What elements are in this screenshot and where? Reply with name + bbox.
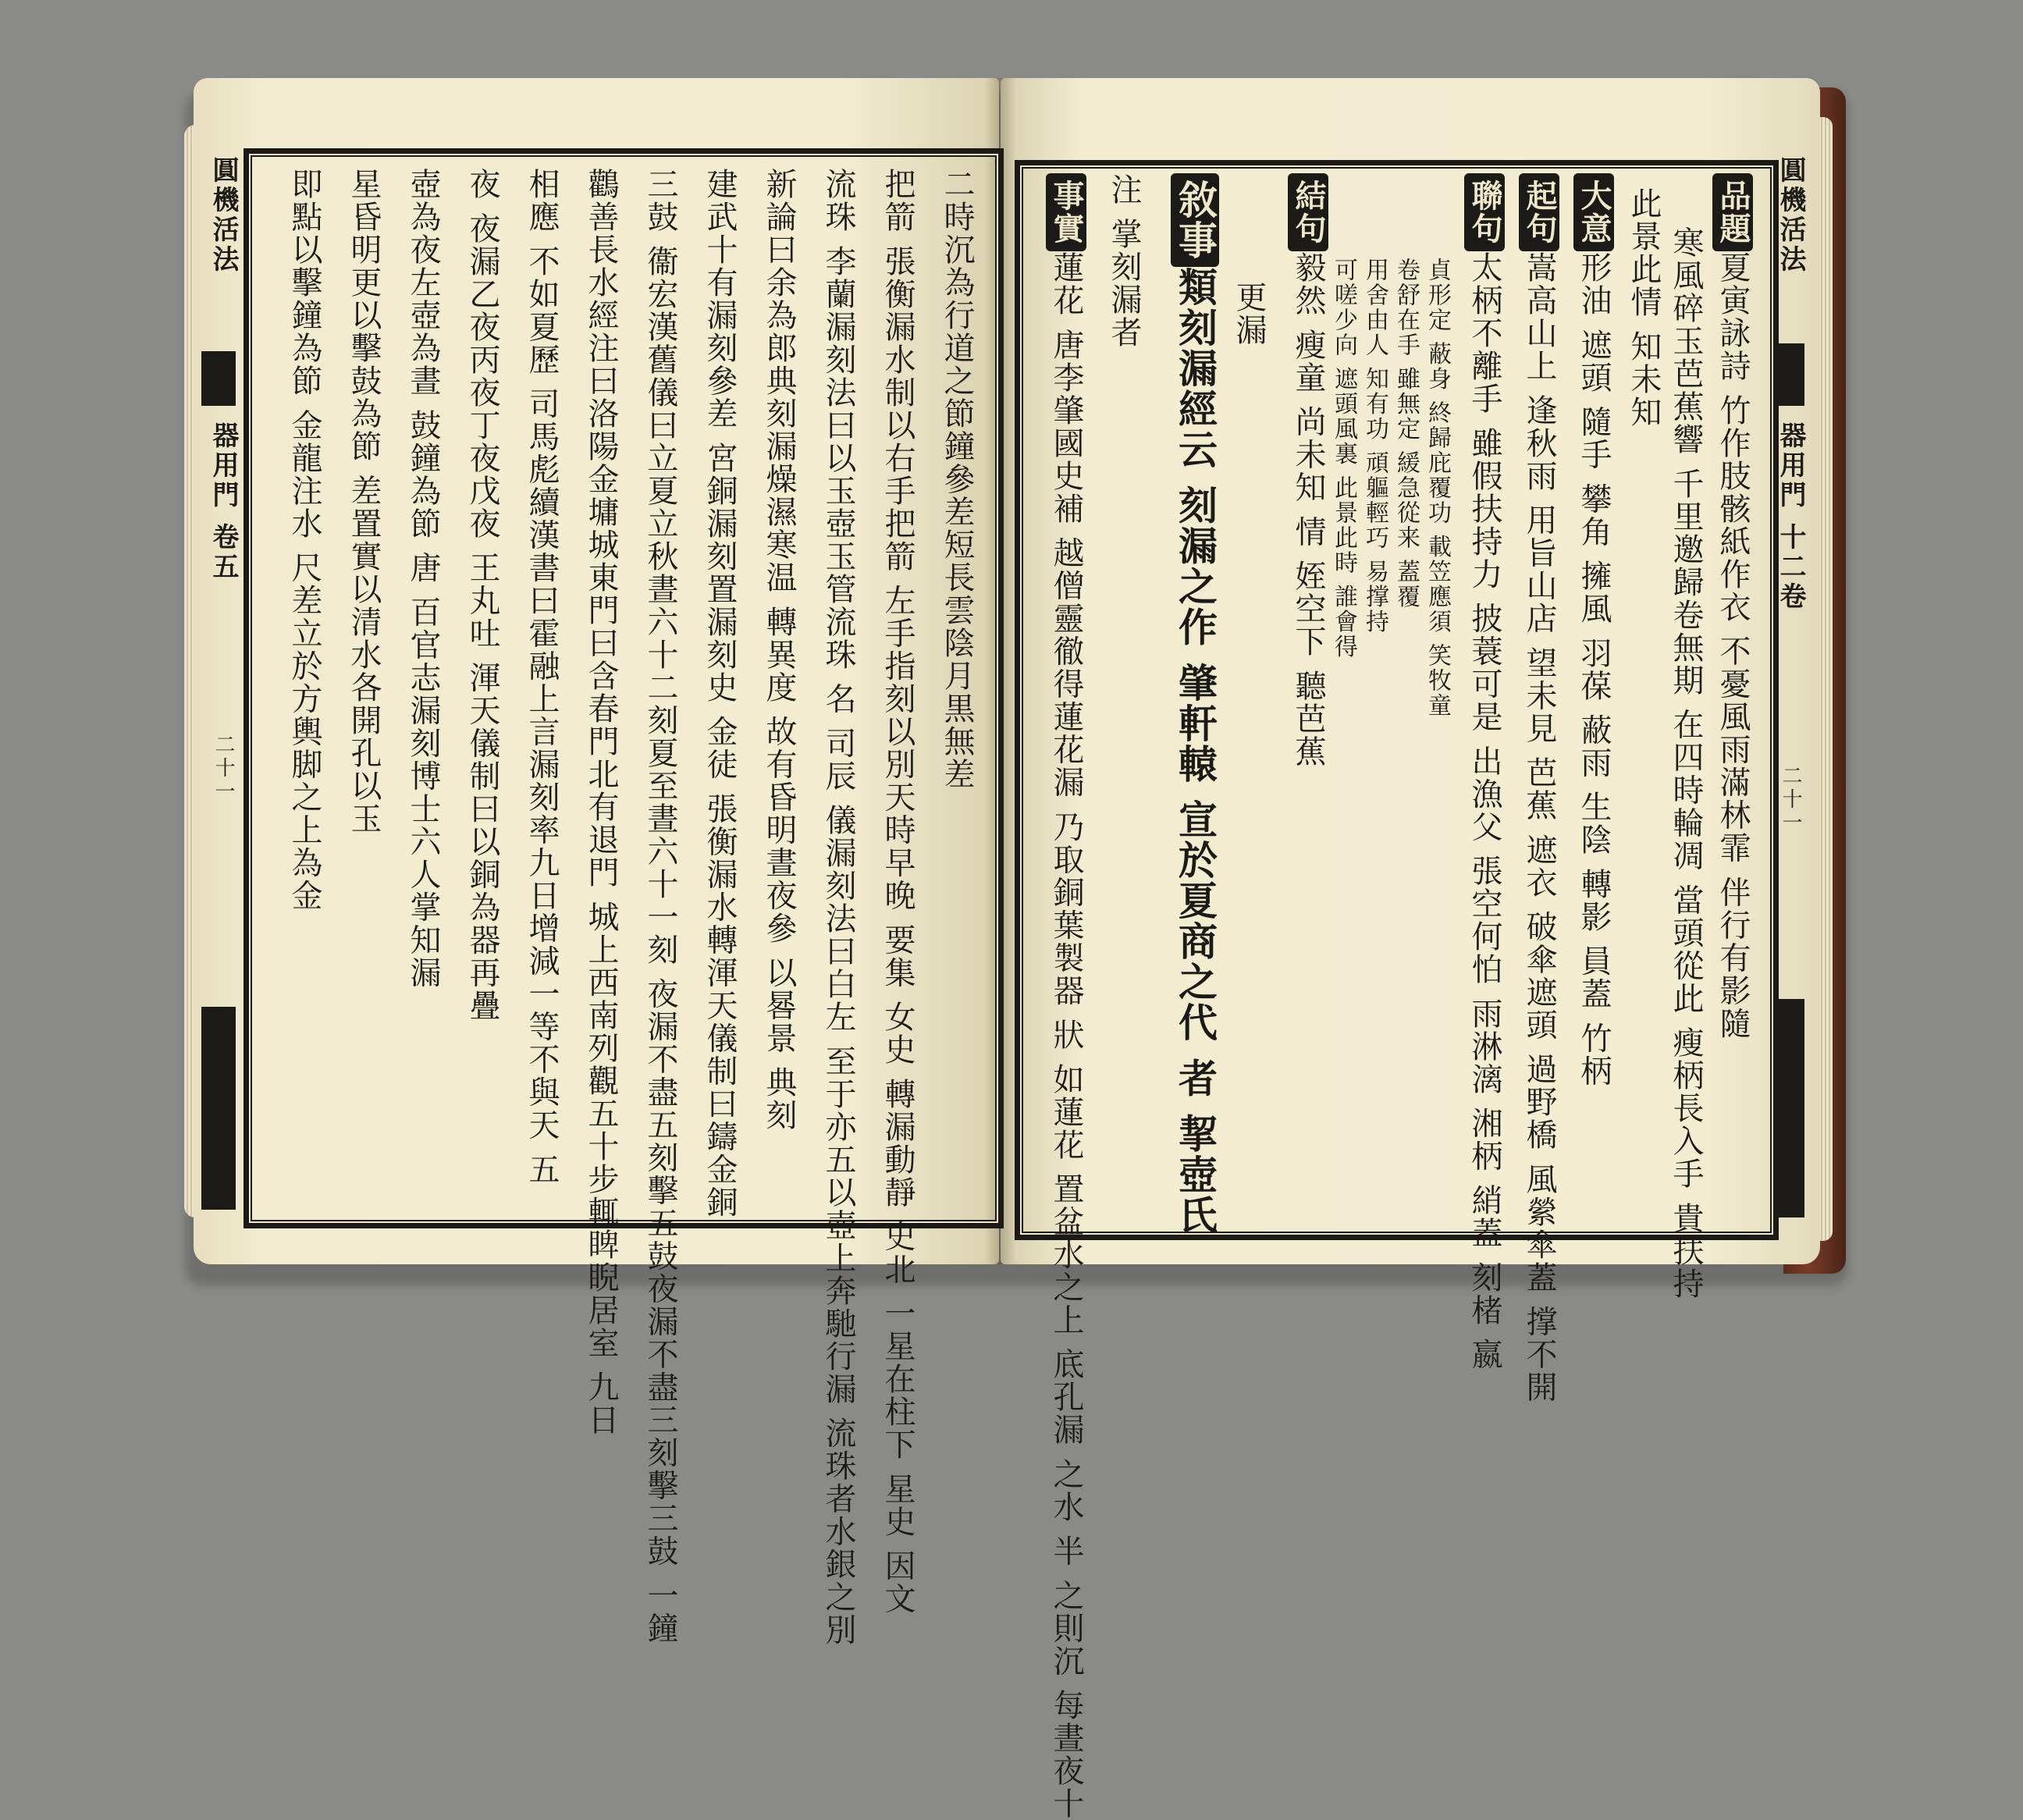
left-col-4: 新論曰余為郎典刻漏燥濕寒温 轉異度 故有昏明晝夜參 以晷景 典刻 [761, 168, 797, 1132]
right-col-4 [1573, 173, 1614, 1087]
label-shishi: 事實 [1046, 173, 1086, 251]
right-col-13 [1171, 173, 1219, 1235]
label-qiju: 起句 [1519, 173, 1559, 251]
label-xushi: 敘事 [1171, 173, 1219, 267]
label-jieju: 結句 [1288, 173, 1328, 251]
right-col-1 [1712, 173, 1753, 1040]
right-col-8: 卷舒在手 雖無定 緩急從来 蓋覆 [1392, 258, 1420, 610]
left-col-3: 流珠 李蘭漏刻法曰以玉壺玉管流珠 名 司辰 儀漏刻法曰白左 至于亦五以壺上奔馳行漏 流珠者水銀之別 [820, 168, 856, 1647]
right-col-2: 寒風碎玉芭蕉響 千里邀歸卷無期 在四時輪凋 當頭從此 瘦柄長入手 貴扶持 [1668, 226, 1704, 1300]
label-lianju: 聯句 [1464, 173, 1505, 251]
left-spine-fishtail-upper [201, 351, 236, 406]
right-col-5 [1519, 173, 1559, 1403]
right-col-15-text: 蓮花 唐李肇國史補 越僧靈徹得蓮花漏 乃取銅葉製器 狀 如蓮花 置盆水之上 底孔漏 之水 半 之則沉 每晝夜十 [1048, 251, 1084, 1820]
right-col-6-text: 太柄不離手 雖假扶持力 披蓑可是 出漁父 張空何怕 雨淋漓 湘柄 綃蓋 刻楮 嬴 [1467, 251, 1502, 1371]
right-spine-section: 器用門 十二卷 [1775, 421, 1806, 612]
left-col-10: 壺為夜左壺為晝 鼓鐘為節 唐 百官志漏刻博士六人掌知漏 [405, 168, 441, 990]
left-col-6: 三鼓 衞宏漢舊儀曰立夏立秋晝六十二刻夏至晝六十一刻 夜漏不盡五刻擊五鼓夜漏不盡三刻擊三鼓 一鐘 [642, 168, 678, 1645]
right-col-14: 注 掌刻漏者 [1106, 173, 1142, 349]
left-spine-folio: 二十一 [212, 734, 235, 804]
right-col-13-text: 類刻漏經云 刻漏之作 肇軒轅 宣於夏商之代 者 挈壺氏 [1172, 267, 1218, 1236]
left-col-9: 夜 夜漏乙夜丙夜丁夜戊夜 王丸吐 渾天儀制曰以銅為器再疊 [464, 168, 500, 1022]
left-spine-fishtail-lower [201, 1007, 236, 1210]
left-spine-section: 器用門 卷五 [208, 421, 239, 582]
right-col-15 [1046, 173, 1086, 1820]
right-col-3: 此景此情 知未知 [1626, 187, 1662, 428]
right-col-11 [1288, 173, 1328, 768]
right-spine-folio: 二十一 [1779, 765, 1802, 835]
left-col-8: 相應 不如夏歷 司馬彪續漢書曰霍融上言漏刻率九日增減一等不與天 五 [524, 168, 560, 1186]
right-col-1-text: 夏寅詠詩 竹作肢骸紙作衣 不憂風雨滿林霏 伴行有影隨 [1715, 251, 1751, 1040]
left-spine-title: 圓機活法 [208, 156, 239, 275]
right-spine-title: 圓機活法 [1775, 156, 1806, 275]
left-col-5: 建武十有漏刻參差 宮銅漏刻置漏刻史 金徒 張衡漏水轉渾天儀制曰鑄金銅 [702, 168, 738, 1219]
right-col-9: 用舍由人 知有功 頑軀輕巧 易撑持 [1361, 258, 1388, 635]
right-section-title: 更漏 [1231, 281, 1267, 347]
left-col-1: 二時沉為行道之節鐘參差短長雲陰月黒無差 [939, 168, 975, 791]
right-col-7: 貞形定 蔽身 終歸庇覆功 載笠應須 笑牧童 [1424, 258, 1451, 719]
right-col-11-text: 毅然 瘦童 尚未知 情 姪空下 聽芭蕉 [1290, 251, 1326, 768]
left-col-7: 鸛善長水經注曰洛陽金墉城東門曰含春門北有退門 城上西南列觀五十步輒睥睨居室 九日 [583, 168, 619, 1437]
label-dayi: 大意 [1573, 173, 1614, 251]
label-pinti: 品題 [1712, 173, 1753, 251]
right-col-5-text: 嵩高山上 逢秋雨 用旨山店 望未見 芭蕉 遮衣 破傘遮頭 過野橋 風縈傘蓋 撑不開 [1521, 251, 1557, 1404]
left-col-2: 把箭 張衡漏水制以右手把箭 左手指刻以別天時早晚 要集 女史 轉漏動靜 史北 一星在柱下 星史 因文 [880, 168, 916, 1616]
left-col-12: 即點以擊鐘為節 金龍注水 尺差立於方輿脚之上為金 [286, 168, 322, 912]
right-col-6 [1464, 173, 1505, 1370]
right-col-10: 可嗟少向 遮頭風裏 此景此時 誰會得 [1330, 258, 1357, 659]
right-col-4-text: 形油 遮頭 隨手 攀角 擁風 羽葆 蔽雨 生陰 轉影 員蓋 竹柄 [1576, 251, 1612, 1088]
left-col-11: 星昏明更以擊鼓為節 差置實以清水各開孔以玉 [346, 168, 382, 835]
